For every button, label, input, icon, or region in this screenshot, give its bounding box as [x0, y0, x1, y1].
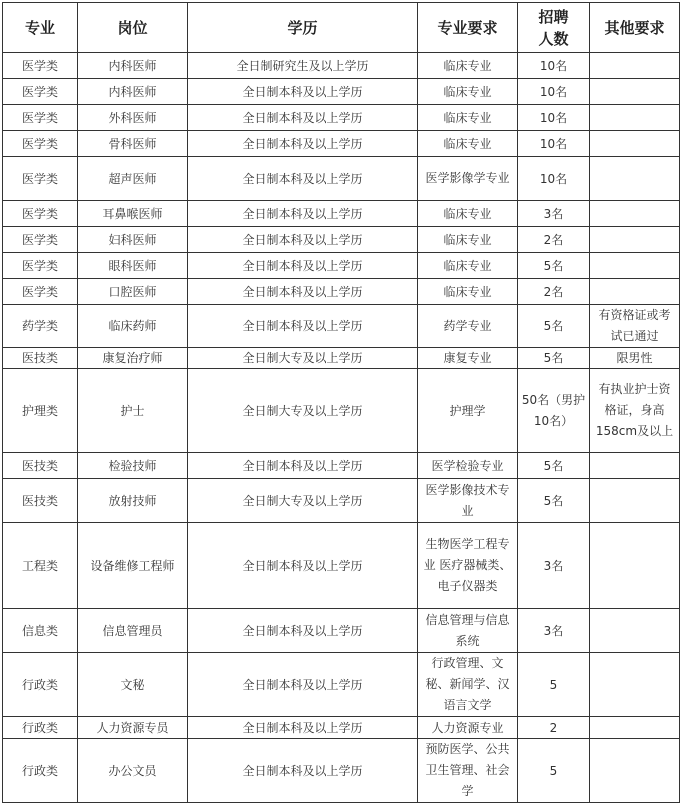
cell-count: 10名 — [518, 53, 590, 79]
cell-major: 医学类 — [3, 131, 78, 157]
table-row — [3, 131, 680, 157]
cell-education: 全日制大专及以上学历 — [188, 479, 418, 523]
cell-other — [590, 739, 680, 803]
cell-position: 信息管理员 — [78, 609, 188, 653]
cell-requirement: 临床专业 — [418, 79, 518, 105]
cell-position: 检验技师 — [78, 453, 188, 479]
header-requirement: 专业要求 — [418, 3, 518, 53]
cell-count: 5名 — [518, 453, 590, 479]
table-row — [3, 105, 680, 131]
cell-position: 文秘 — [78, 653, 188, 717]
cell-position: 超声医师 — [78, 157, 188, 201]
cell-major: 医技类 — [3, 453, 78, 479]
table-row — [3, 348, 680, 369]
cell-requirement: 人力资源专业 — [418, 717, 518, 739]
cell-other — [590, 717, 680, 739]
cell-other — [590, 131, 680, 157]
cell-position: 妇科医师 — [78, 227, 188, 253]
cell-education: 全日制本科及以上学历 — [188, 131, 418, 157]
cell-other: 有执业护士资格证，身高158cm及以上 — [590, 369, 680, 453]
cell-requirement: 信息管理与信息系统 — [418, 609, 518, 653]
cell-other — [590, 201, 680, 227]
cell-education: 全日制本科及以上学历 — [188, 653, 418, 717]
cell-count: 3名 — [518, 609, 590, 653]
recruitment-table — [2, 2, 680, 803]
cell-position: 内科医师 — [78, 79, 188, 105]
cell-requirement: 行政管理、文秘、新闻学、汉语言文学 — [418, 653, 518, 717]
cell-education: 全日制本科及以上学历 — [188, 253, 418, 279]
table-row — [3, 609, 680, 653]
cell-major: 医技类 — [3, 479, 78, 523]
cell-count: 5名 — [518, 348, 590, 369]
header-other: 其他要求 — [590, 3, 680, 53]
table-row — [3, 227, 680, 253]
cell-count: 10名 — [518, 157, 590, 201]
cell-education: 全日制本科及以上学历 — [188, 157, 418, 201]
cell-count: 3名 — [518, 523, 590, 609]
cell-major: 医学类 — [3, 279, 78, 305]
cell-other — [590, 279, 680, 305]
cell-count: 10名 — [518, 131, 590, 157]
table-row — [3, 369, 680, 453]
table-row — [3, 453, 680, 479]
cell-requirement: 临床专业 — [418, 253, 518, 279]
cell-major: 医学类 — [3, 53, 78, 79]
cell-count: 5名 — [518, 479, 590, 523]
table-row — [3, 201, 680, 227]
cell-requirement: 临床专业 — [418, 105, 518, 131]
cell-major: 医学类 — [3, 157, 78, 201]
cell-education: 全日制本科及以上学历 — [188, 227, 418, 253]
cell-requirement: 预防医学、公共卫生管理、社会学 — [418, 739, 518, 803]
cell-position: 外科医师 — [78, 105, 188, 131]
cell-major: 护理类 — [3, 369, 78, 453]
cell-count: 2名 — [518, 279, 590, 305]
cell-major: 医技类 — [3, 348, 78, 369]
cell-requirement: 医学影像学专业 — [418, 157, 518, 201]
table-row — [3, 253, 680, 279]
table-header-row — [3, 3, 680, 53]
cell-requirement: 临床专业 — [418, 201, 518, 227]
cell-position: 办公文员 — [78, 739, 188, 803]
cell-count: 10名 — [518, 79, 590, 105]
cell-requirement: 临床专业 — [418, 227, 518, 253]
header-major: 专业 — [3, 3, 78, 53]
cell-position: 放射技师 — [78, 479, 188, 523]
cell-other: 限男性 — [590, 348, 680, 369]
header-count-line2: 人数 — [538, 29, 569, 48]
cell-education: 全日制大专及以上学历 — [188, 348, 418, 369]
cell-position: 内科医师 — [78, 53, 188, 79]
cell-major: 医学类 — [3, 105, 78, 131]
cell-education: 全日制本科及以上学历 — [188, 453, 418, 479]
cell-requirement: 医学影像技术专业 — [418, 479, 518, 523]
cell-position: 康复治疗师 — [78, 348, 188, 369]
cell-other — [590, 157, 680, 201]
cell-requirement: 临床专业 — [418, 279, 518, 305]
cell-other — [590, 53, 680, 79]
cell-requirement: 护理学 — [418, 369, 518, 453]
table-row — [3, 79, 680, 105]
cell-other — [590, 609, 680, 653]
cell-position: 护士 — [78, 369, 188, 453]
cell-education: 全日制本科及以上学历 — [188, 279, 418, 305]
cell-other — [590, 453, 680, 479]
header-count-line1: 招聘 — [538, 7, 569, 26]
cell-education: 全日制本科及以上学历 — [188, 609, 418, 653]
cell-other — [590, 227, 680, 253]
header-education: 学历 — [188, 3, 418, 53]
header-count — [518, 3, 590, 53]
cell-position: 骨科医师 — [78, 131, 188, 157]
cell-other — [590, 105, 680, 131]
cell-major: 医学类 — [3, 253, 78, 279]
cell-requirement: 药学专业 — [418, 305, 518, 348]
cell-count: 2名 — [518, 227, 590, 253]
cell-other — [590, 479, 680, 523]
cell-count: 3名 — [518, 201, 590, 227]
cell-education: 全日制研究生及以上学历 — [188, 53, 418, 79]
cell-requirement: 临床专业 — [418, 53, 518, 79]
cell-count: 50名（男护10名） — [518, 369, 590, 453]
cell-major: 医学类 — [3, 79, 78, 105]
cell-major: 工程类 — [3, 523, 78, 609]
cell-position: 口腔医师 — [78, 279, 188, 305]
cell-major: 医学类 — [3, 227, 78, 253]
table-row — [3, 305, 680, 348]
table-row — [3, 479, 680, 523]
cell-education: 全日制本科及以上学历 — [188, 523, 418, 609]
cell-position: 设备维修工程师 — [78, 523, 188, 609]
cell-major: 医学类 — [3, 201, 78, 227]
cell-other — [590, 653, 680, 717]
cell-major: 行政类 — [3, 717, 78, 739]
cell-major: 信息类 — [3, 609, 78, 653]
cell-count: 5名 — [518, 305, 590, 348]
cell-other — [590, 523, 680, 609]
cell-education: 全日制本科及以上学历 — [188, 201, 418, 227]
cell-count: 5名 — [518, 253, 590, 279]
cell-count: 2 — [518, 717, 590, 739]
cell-other — [590, 79, 680, 105]
table-row — [3, 717, 680, 739]
cell-education: 全日制大专及以上学历 — [188, 369, 418, 453]
table-row — [3, 279, 680, 305]
cell-major: 行政类 — [3, 739, 78, 803]
cell-position: 耳鼻喉医师 — [78, 201, 188, 227]
cell-education: 全日制本科及以上学历 — [188, 79, 418, 105]
table-row — [3, 653, 680, 717]
table-row — [3, 739, 680, 803]
cell-count: 5 — [518, 739, 590, 803]
cell-major: 药学类 — [3, 305, 78, 348]
cell-education: 全日制本科及以上学历 — [188, 717, 418, 739]
cell-position: 临床药师 — [78, 305, 188, 348]
cell-requirement: 医学检验专业 — [418, 453, 518, 479]
cell-count: 10名 — [518, 105, 590, 131]
cell-requirement: 临床专业 — [418, 131, 518, 157]
table-row — [3, 523, 680, 609]
cell-count: 5 — [518, 653, 590, 717]
cell-position: 人力资源专员 — [78, 717, 188, 739]
cell-other: 有资格证或考试已通过 — [590, 305, 680, 348]
table-row — [3, 53, 680, 79]
table-row — [3, 157, 680, 201]
cell-major: 行政类 — [3, 653, 78, 717]
cell-other — [590, 253, 680, 279]
cell-education: 全日制本科及以上学历 — [188, 305, 418, 348]
cell-requirement: 康复专业 — [418, 348, 518, 369]
cell-education: 全日制本科及以上学历 — [188, 739, 418, 803]
header-position: 岗位 — [78, 3, 188, 53]
cell-requirement: 生物医学工程专业 医疗器械类、电子仪器类 — [418, 523, 518, 609]
cell-education: 全日制本科及以上学历 — [188, 105, 418, 131]
cell-position: 眼科医师 — [78, 253, 188, 279]
